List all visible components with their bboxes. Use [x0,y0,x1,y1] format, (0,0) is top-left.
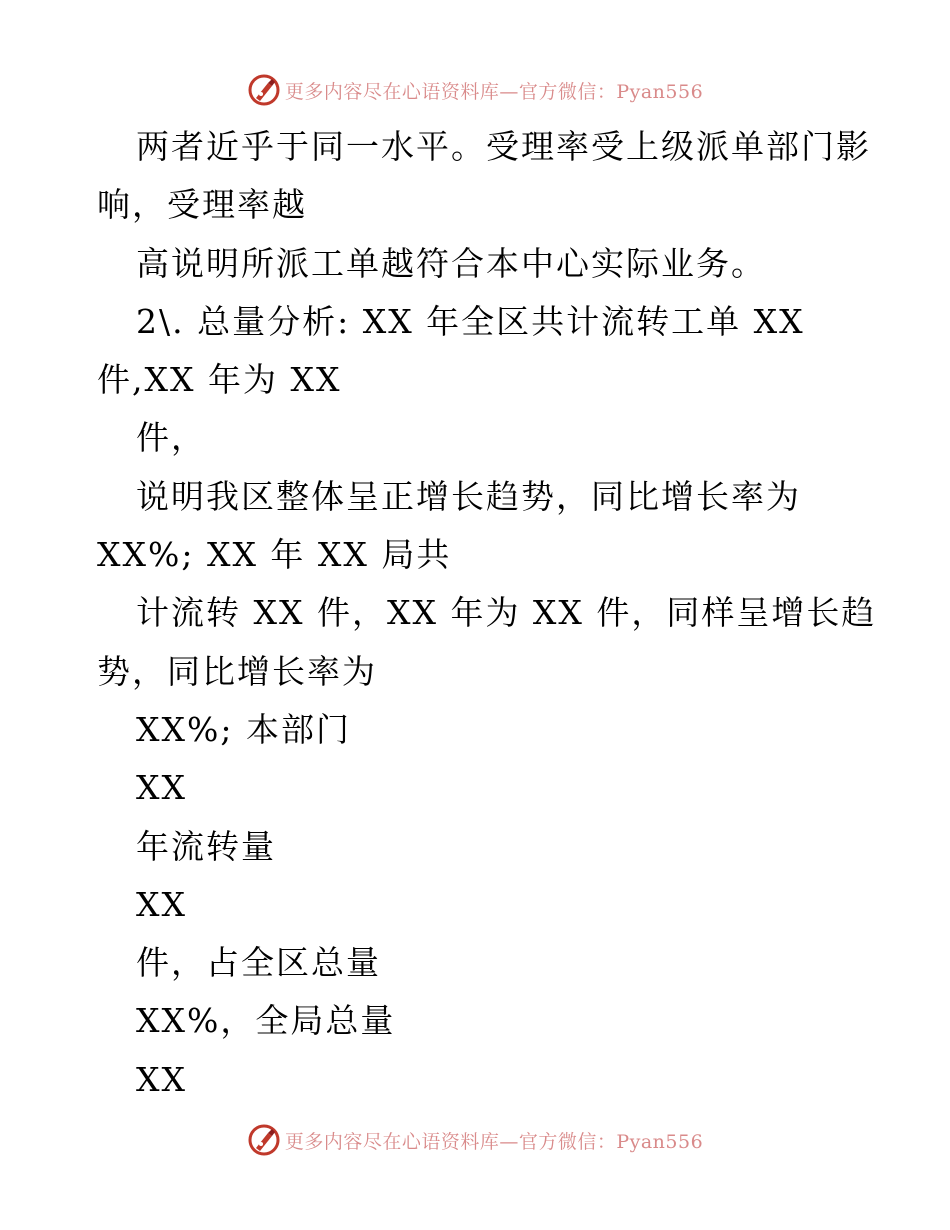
text-line: 势，同比增长率为 [97,651,377,691]
text-line: 两者近乎于同一水平。受理率受上级派单部门影 [136,127,871,166]
text-line: 件， [136,418,206,458]
document-body [97,118,897,1109]
text-line: XX [136,1059,187,1099]
pen-logo-icon [247,73,281,107]
text-line: 2\. 总量分析: XX 年全区共计流转工单 XX [136,301,805,341]
header-banner-text: 更多内容尽在心语资料库—官方微信：Pyan556 [284,80,704,103]
text-line: 件，占全区总量 [136,943,381,983]
text-line: 说明我区整体呈正增长趋势，同比增长率为 [136,476,801,516]
text-line: XX%，全局总量 [136,1001,396,1041]
text-line: XX [136,768,187,808]
text-line: 件,XX 年为 XX [97,360,342,400]
pen-logo-icon [247,1123,281,1157]
text-line: XX [136,884,187,924]
footer-banner-text: 更多内容尽在心语资料库—官方微信：Pyan556 [284,1130,704,1153]
footer-banner [0,1122,950,1158]
text-line: XX%; XX 年 XX 局共 [97,535,452,575]
header-banner [0,72,950,108]
text-line: 年流转量 [136,826,276,866]
text-line: 计流转 XX 件，XX 年为 XX 件，同样呈增长趋 [136,593,877,633]
text-line: 响，受理率越 [97,185,307,225]
text-line: 高说明所派工单越符合本中心实际业务。 [136,243,766,283]
text-line: XX%; 本部门 [136,709,351,749]
